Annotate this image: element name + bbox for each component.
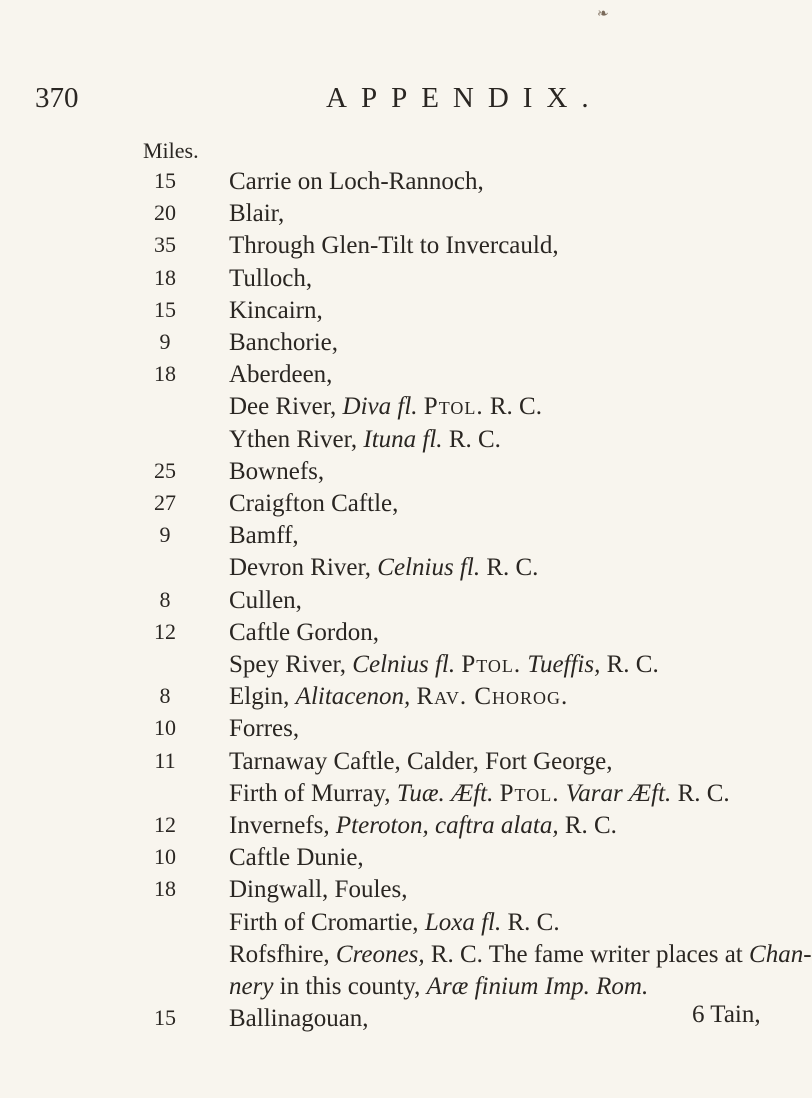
place-entry	[229, 168, 484, 196]
place-text-segment: Devron River,	[229, 554, 378, 582]
place-text-segment: Forres,	[229, 715, 300, 743]
place-entry	[229, 490, 398, 518]
miles-value: 9	[159, 329, 171, 354]
place-entry	[229, 715, 299, 743]
place-text-segment: R. C.	[483, 393, 542, 421]
place-text-segment: nery	[229, 973, 274, 1000]
place-text-segment: Spey River,	[229, 651, 353, 678]
miles-value: 12	[154, 812, 176, 837]
place-text-segment: R. C.	[442, 425, 501, 453]
miles-value: 35	[154, 232, 176, 258]
itinerary-row	[0, 554, 800, 587]
miles-value: 11	[154, 747, 176, 773]
miles-value: 9	[159, 522, 171, 548]
itinerary-row	[0, 812, 800, 845]
miles-value: 15	[154, 168, 176, 193]
place-text-segment: Ptol.	[461, 651, 522, 678]
place-entry	[229, 909, 560, 937]
itinerary-row	[0, 587, 800, 620]
place-entry	[229, 297, 323, 325]
place-entry	[229, 844, 364, 872]
itinerary-row	[0, 329, 800, 362]
place-text-segment: Carrie on Loch-Rannoch,	[229, 168, 484, 195]
miles-value: 18	[154, 264, 176, 290]
place-text-segment: Pteroton,	[335, 812, 429, 839]
place-text-segment: Invernefs,	[229, 812, 336, 839]
place-text-segment: Ballinagouan,	[229, 1005, 369, 1033]
place-text-segment: Diva fl.	[342, 393, 418, 421]
miles-value: 10	[154, 844, 176, 870]
miles-column-label: Miles.	[143, 138, 199, 163]
place-text-segment: Banchorie,	[229, 329, 338, 356]
place-text-segment: Caftle Gordon,	[229, 618, 379, 646]
place-text-segment: Bownefs,	[229, 457, 325, 485]
place-text-segment: Elgin,	[229, 683, 296, 711]
place-text-segment: in this county,	[273, 973, 427, 1000]
itinerary-row	[0, 973, 800, 1006]
place-entry	[229, 748, 612, 776]
place-entry	[229, 458, 324, 486]
miles-value: 18	[154, 876, 176, 902]
itinerary-row	[0, 1005, 800, 1038]
place-text-segment: Loxa fl.	[424, 908, 502, 936]
place-text-segment: Creones,	[335, 940, 425, 968]
place-text-segment: Tulloch,	[229, 264, 313, 292]
place-text-segment: Cullen,	[229, 586, 302, 614]
place-text-segment: Alitacenon,	[295, 683, 411, 711]
place-text-segment: Blair,	[229, 200, 285, 228]
place-entry	[229, 587, 302, 615]
place-entry	[229, 812, 617, 840]
place-text-segment: R. C.	[480, 554, 539, 582]
itinerary-row	[0, 619, 800, 652]
itinerary-row	[0, 232, 800, 265]
itinerary-row	[0, 361, 800, 394]
itinerary-row	[0, 265, 800, 298]
itinerary-row	[0, 876, 800, 909]
itinerary-row	[0, 168, 800, 201]
place-entry	[229, 876, 407, 904]
page-number: 370	[35, 82, 79, 114]
place-text-segment: R. C. The fame writer places at	[424, 940, 750, 968]
place-text-segment: Firth of Murray,	[229, 779, 397, 807]
place-text-segment: Tarnaway Caftle, Calder, Fort George,	[229, 747, 613, 775]
place-text-segment: R. C.	[501, 908, 560, 936]
itinerary-row	[0, 651, 800, 684]
place-text-segment: Rofsfhire,	[229, 940, 336, 968]
place-text-segment: Kincairn,	[229, 296, 323, 324]
place-text-segment: caftra alata,	[434, 812, 559, 839]
miles-value: 25	[154, 457, 176, 483]
place-entry	[229, 265, 312, 293]
itinerary-row	[0, 748, 800, 781]
place-text-segment: R. C.	[671, 779, 730, 807]
miles-value: 12	[154, 618, 176, 644]
place-text-segment: Through Glen-Tilt to Invercauld,	[229, 232, 559, 260]
itinerary-row	[0, 490, 800, 523]
place-text-segment: Ythen River,	[229, 425, 364, 453]
itinerary-row	[0, 522, 800, 555]
itinerary-row	[0, 297, 800, 330]
place-entry	[229, 232, 559, 260]
miles-value: 10	[154, 715, 176, 741]
miles-value: 18	[154, 361, 176, 387]
itinerary-row	[0, 683, 800, 716]
place-entry	[229, 361, 332, 389]
miles-value: 20	[154, 200, 176, 226]
place-text-segment: Tueffis,	[527, 651, 601, 678]
itinerary-row	[0, 458, 800, 491]
itinerary-row	[0, 200, 800, 233]
place-entry	[229, 619, 379, 647]
place-entry	[229, 941, 812, 969]
place-text-segment: Firth of Cromartie,	[229, 908, 425, 936]
place-entry	[229, 200, 284, 228]
place-text-segment: Varar Æft.	[565, 779, 672, 807]
place-entry	[229, 780, 730, 808]
place-text-segment: Celnius fl.	[377, 554, 481, 582]
place-text-segment: R. C.	[558, 812, 617, 839]
place-text-segment: Celnius fl.	[352, 651, 456, 678]
place-text-segment: Dingwall, Foules,	[229, 876, 408, 904]
miles-value: 15	[154, 1005, 176, 1031]
place-entry	[229, 426, 501, 454]
itinerary-row	[0, 909, 800, 942]
miles-value: 27	[154, 490, 176, 515]
itinerary-row	[0, 940, 812, 974]
catchword: 6 Tain,	[692, 1001, 761, 1028]
place-text-segment: Aræ finium Imp. Rom.	[426, 973, 649, 1000]
place-text-segment: R. C.	[600, 651, 659, 678]
itinerary-row	[0, 844, 800, 877]
miles-value: 15	[154, 296, 176, 322]
miles-value: 8	[159, 586, 171, 612]
itinerary-row	[0, 426, 800, 459]
place-entry	[229, 522, 299, 550]
ornament-icon: ❧	[597, 7, 609, 22]
place-entry	[229, 329, 338, 357]
place-text-segment: Bamff,	[229, 522, 299, 550]
running-head: APPENDIX.	[326, 82, 603, 114]
place-entry	[229, 973, 648, 1001]
place-entry	[229, 683, 568, 711]
place-text-segment: Caftle Dunie,	[229, 844, 364, 872]
place-text-segment: Ptol.	[499, 779, 560, 807]
place-entry	[229, 393, 542, 421]
itinerary-row	[0, 393, 800, 426]
place-text-segment: Ptol.	[423, 393, 484, 421]
place-entry	[229, 554, 538, 582]
place-text-segment: Tuæ. Æft.	[396, 779, 494, 807]
place-text-segment: Rav. Chorog.	[416, 683, 569, 711]
miles-value: 8	[159, 683, 171, 709]
place-text-segment: Ituna fl.	[363, 425, 443, 453]
place-entry	[229, 1005, 369, 1033]
itinerary-row	[0, 780, 800, 813]
place-entry	[229, 651, 659, 679]
place-text-segment: Aberdeen,	[229, 361, 333, 389]
itinerary-row	[0, 715, 800, 748]
place-text-segment: Chan-	[749, 940, 812, 968]
place-text-segment: Dee River,	[229, 393, 343, 421]
place-text-segment: Craigfton Caftle,	[229, 490, 399, 517]
